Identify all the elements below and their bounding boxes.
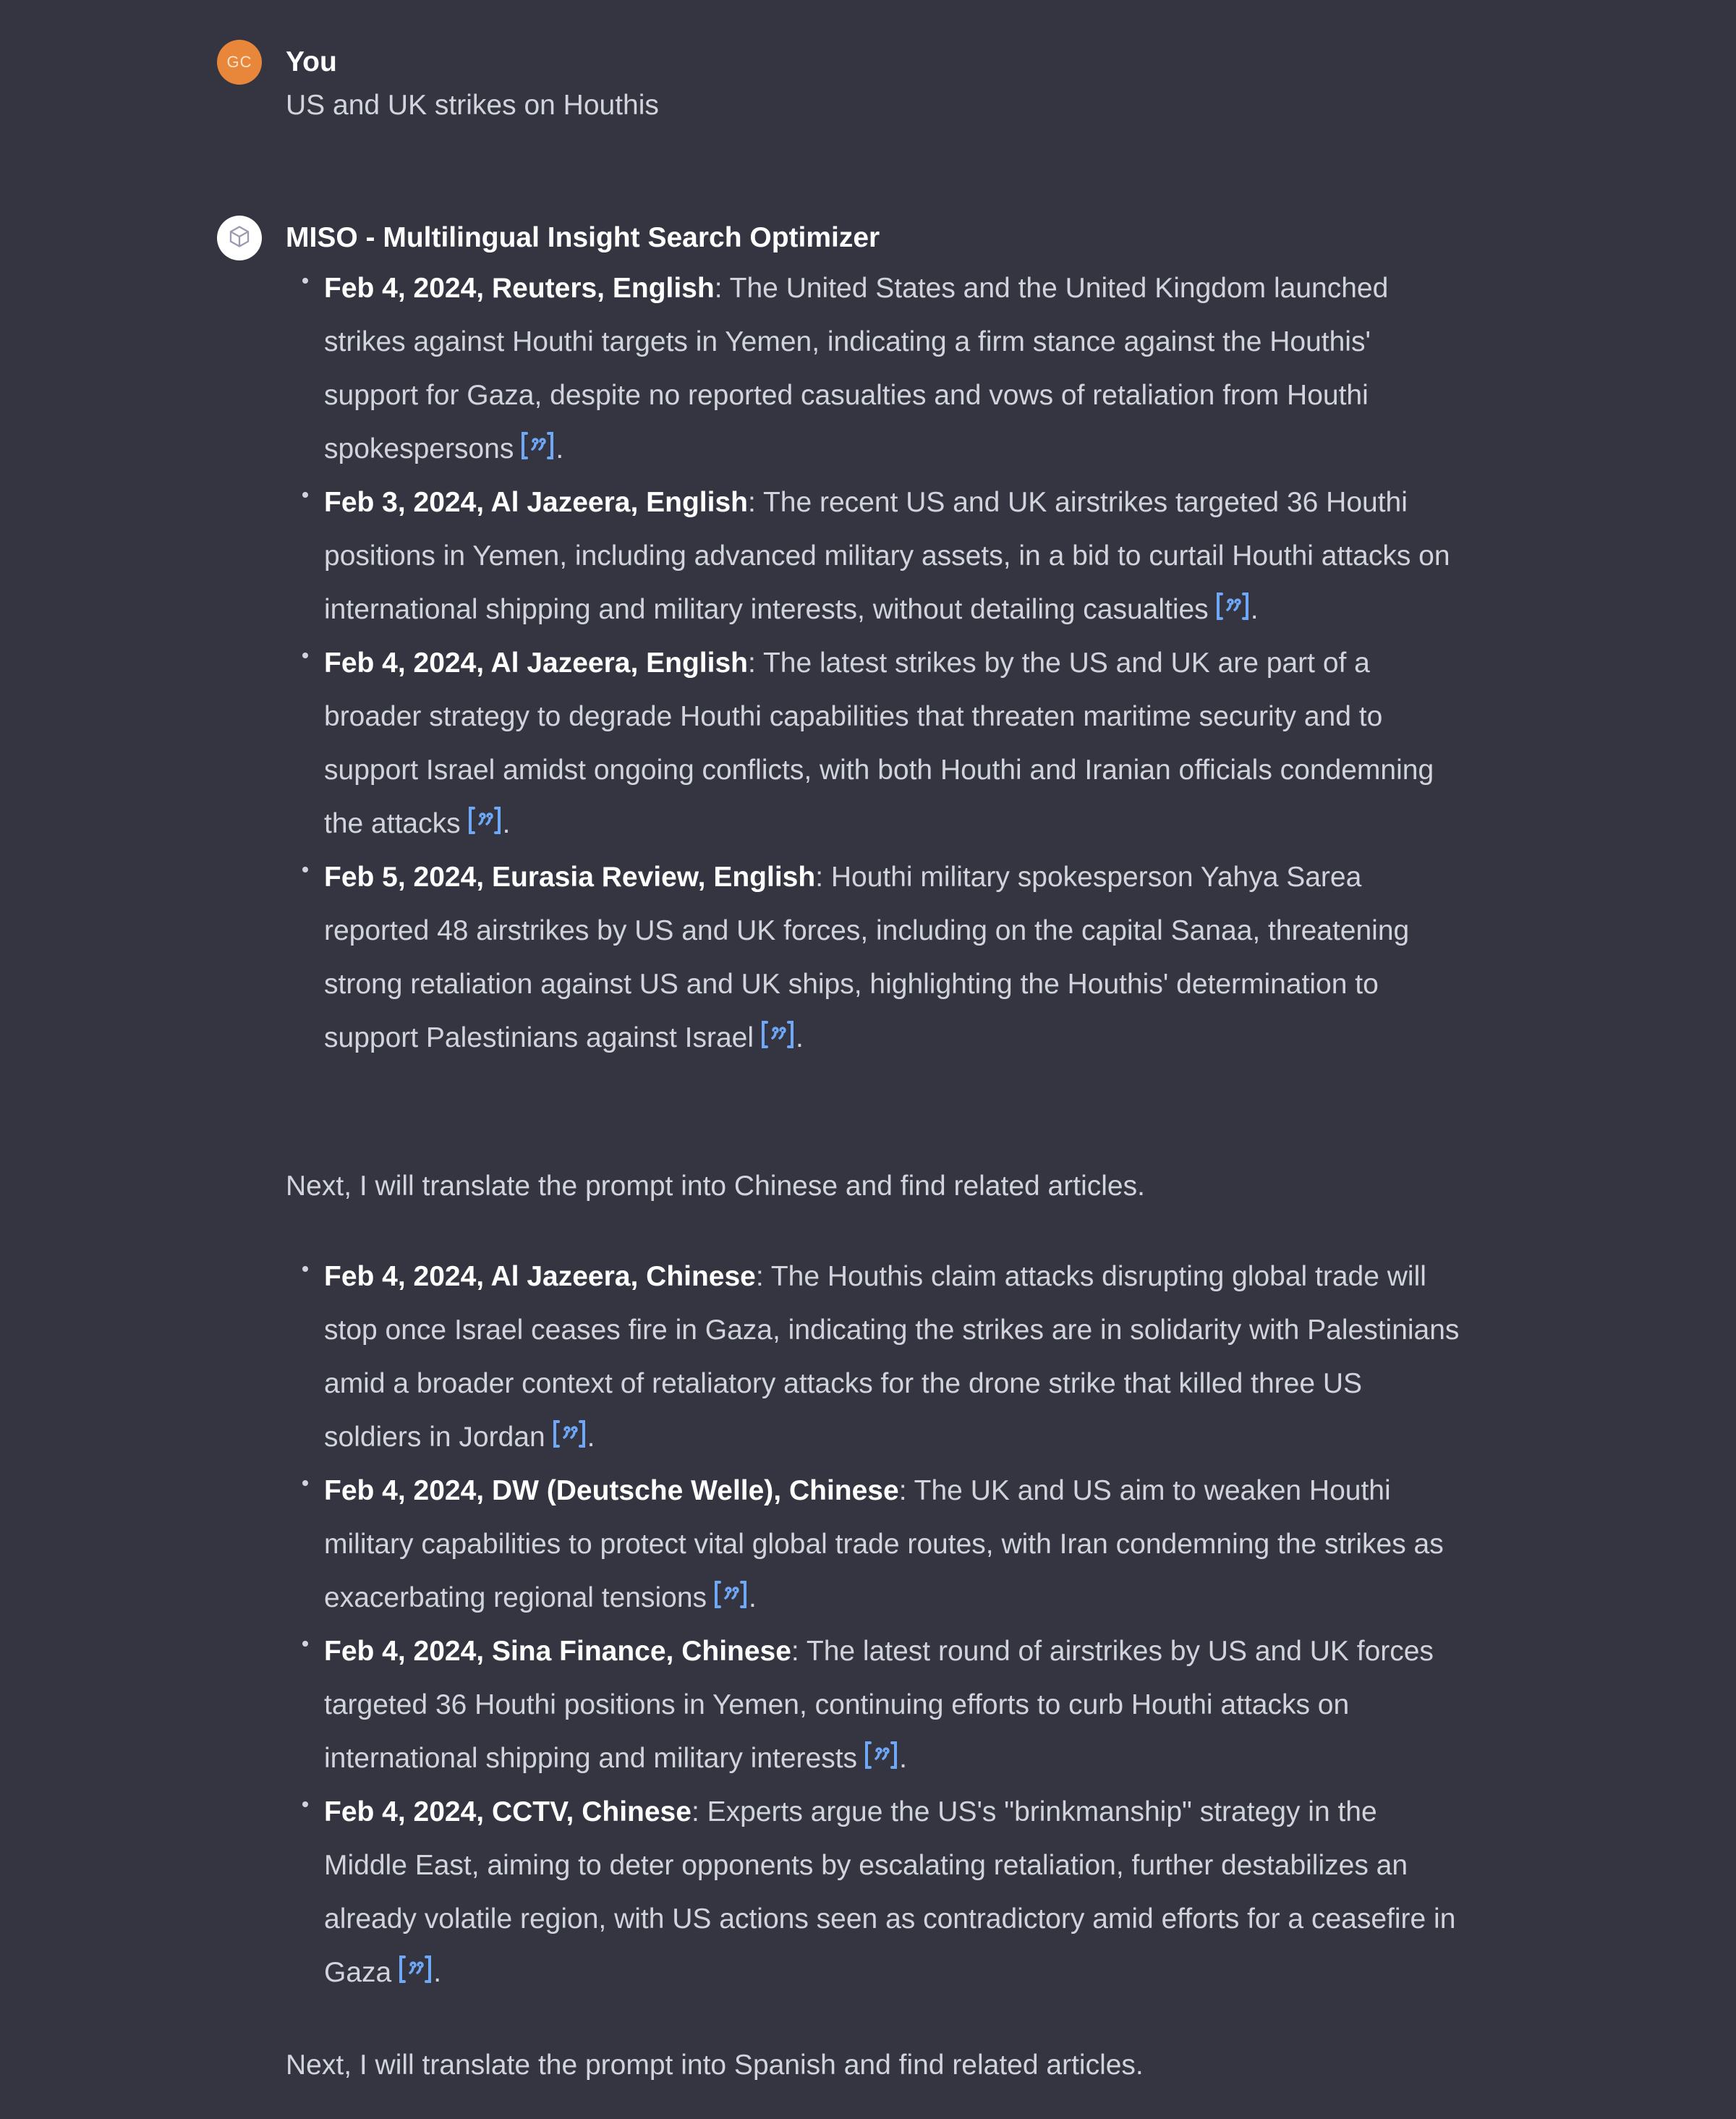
item-text: : The latest strikes by the US and UK are part of a broader strategy to degrade Houthi capabilities that threaten maritime security and to support Israel amidst ongoing conflicts, with both Houthi and Iranian officials condemning the attacks bbox=[324, 647, 1434, 839]
quote-citation-icon[interactable] bbox=[760, 1019, 796, 1050]
item-text: : Houthi military spokesperson Yahya Sarea reported 48 airstrikes by US and UK forces, including on the capital Sanaa, threatening strong retaliation against US and UK ships, highlighting the Houthis' determination to support Palestinians against Israel bbox=[324, 862, 1410, 1053]
source-label: Feb 3, 2024, Al Jazeera, English bbox=[324, 487, 748, 518]
source-label: Feb 4, 2024, Al Jazeera, English bbox=[324, 647, 748, 679]
list-item: Feb 4, 2024, Al Jazeera, Chinese: The Houthis claim attacks disrupting global trade will stop once Israel ceases fire in Gaza, indicating the strikes are in solidarity with Palestinians amid a broader context of retaliatory attacks for the drone strike that killed three US soldiers in Jordan . bbox=[324, 1250, 1467, 1464]
assistant-author-name: MISO - Multilingual Insight Search Optimizer bbox=[286, 222, 880, 253]
assistant-message bbox=[217, 216, 1461, 2111]
assistant-avatar bbox=[217, 216, 262, 260]
translation-note-spanish: Next, I will translate the prompt into Spanish and find related articles. bbox=[286, 2050, 1144, 2081]
quote-citation-icon[interactable] bbox=[397, 1954, 433, 1984]
source-label: Feb 4, 2024, Al Jazeera, Chinese bbox=[324, 1261, 756, 1292]
translation-note-chinese: Next, I will translate the prompt into Chinese and find related articles. bbox=[286, 1171, 1145, 1202]
quote-citation-icon[interactable] bbox=[551, 1419, 587, 1449]
item-text: : The recent US and UK airstrikes targeted 36 Houthi positions in Yemen, including advanced military assets, in a bid to curtail Houthi attacks on international shipping and military interests, without detailing casualties bbox=[324, 487, 1450, 625]
list-item: Feb 4, 2024, Reuters, English: The United States and the United Kingdom launched strikes against Houthi targets in Yemen, indicating a firm stance against the Houthis' support for Gaza, despite no reported casualties and vows of retaliation from Houthi spokespersons . bbox=[324, 262, 1467, 476]
cube-icon bbox=[227, 224, 252, 252]
user-avatar bbox=[217, 40, 262, 85]
source-label: Feb 4, 2024, DW (Deutsche Welle), Chinese bbox=[324, 1475, 899, 1506]
quote-citation-icon[interactable] bbox=[712, 1579, 749, 1610]
source-label: Feb 4, 2024, CCTV, Chinese bbox=[324, 1796, 692, 1827]
source-label: Feb 4, 2024, Reuters, English bbox=[324, 273, 715, 304]
list-item: Feb 5, 2024, Eurasia Review, English: Houthi military spokesperson Yahya Sarea reported 48 airstrikes by US and UK forces, including on the capital Sanaa, threatening strong retaliation against US and UK ships, highlighting the Houthis' determination to support Palestinians against Israel . bbox=[324, 851, 1467, 1065]
quote-citation-icon[interactable] bbox=[519, 430, 556, 461]
avatar-initials: GC bbox=[226, 53, 252, 71]
item-text: : The United States and the United Kingdom launched strikes against Houthi targets in Yemen, indicating a firm stance against the Houthis' support for Gaza, despite no reported casualties and vows of retaliation from Houthi spokespersons bbox=[324, 273, 1389, 464]
user-message-text: US and UK strikes on Houthis bbox=[286, 90, 659, 121]
chinese-results-list bbox=[324, 1250, 1467, 2000]
source-label: Feb 4, 2024, Sina Finance, Chinese bbox=[324, 1636, 791, 1667]
list-item: Feb 4, 2024, Al Jazeera, English: The latest strikes by the US and UK are part of a broader strategy to degrade Houthi capabilities that threaten maritime security and to support Israel amidst ongoing conflicts, with both Houthi and Iranian officials condemning the attacks . bbox=[324, 637, 1467, 851]
list-item: Feb 4, 2024, CCTV, Chinese: Experts argue the US's "brinkmanship" strategy in the Middle East, aiming to deter opponents by escalating retaliation, further destabilizes an already volatile region, with US actions seen as contradictory amid efforts for a ceasefire in Gaza . bbox=[324, 1785, 1467, 2000]
list-item: Feb 4, 2024, DW (Deutsche Welle), Chinese: The UK and US aim to weaken Houthi military capabilities to protect vital global trade routes, with Iran condemning the strikes as exacerbating regional tensions . bbox=[324, 1464, 1467, 1625]
user-author-name: You bbox=[286, 46, 337, 77]
quote-citation-icon[interactable] bbox=[863, 1740, 899, 1770]
quote-citation-icon[interactable] bbox=[467, 805, 503, 836]
item-text: : The Houthis claim attacks disrupting global trade will stop once Israel ceases fire in Gaza, indicating the strikes are in solidarity with Palestinians amid a broader context of retaliatory attacks for the drone strike that killed three US soldiers in Jordan bbox=[324, 1261, 1460, 1453]
item-text: : Experts argue the US's "brinkmanship" strategy in the Middle East, aiming to deter opponents by escalating retaliation, further destabilizes an already volatile region, with US actions seen as contradictory amid efforts for a ceasefire in Gaza bbox=[324, 1796, 1456, 1988]
item-text: : The UK and US aim to weaken Houthi military capabilities to protect vital global trade routes, with Iran condemning the strikes as exacerbating regional tensions bbox=[324, 1475, 1444, 1613]
item-text: : The latest round of airstrikes by US and UK forces targeted 36 Houthi positions in Yemen, continuing efforts to curb Houthi attacks on international shipping and military interests bbox=[324, 1636, 1434, 1774]
english-results-list bbox=[324, 262, 1467, 1065]
quote-citation-icon[interactable] bbox=[1214, 591, 1251, 621]
user-message bbox=[217, 40, 1461, 134]
list-item: Feb 4, 2024, Sina Finance, Chinese: The latest round of airstrikes by US and UK forces targeted 36 Houthi positions in Yemen, continuing efforts to curb Houthi attacks on international shipping and military interests . bbox=[324, 1625, 1467, 1785]
list-item: Feb 3, 2024, Al Jazeera, English: The recent US and UK airstrikes targeted 36 Houthi positions in Yemen, including advanced military assets, in a bid to curtail Houthi attacks on international shipping and military interests, without detailing casualties . bbox=[324, 476, 1467, 637]
source-label: Feb 5, 2024, Eurasia Review, English bbox=[324, 862, 816, 893]
